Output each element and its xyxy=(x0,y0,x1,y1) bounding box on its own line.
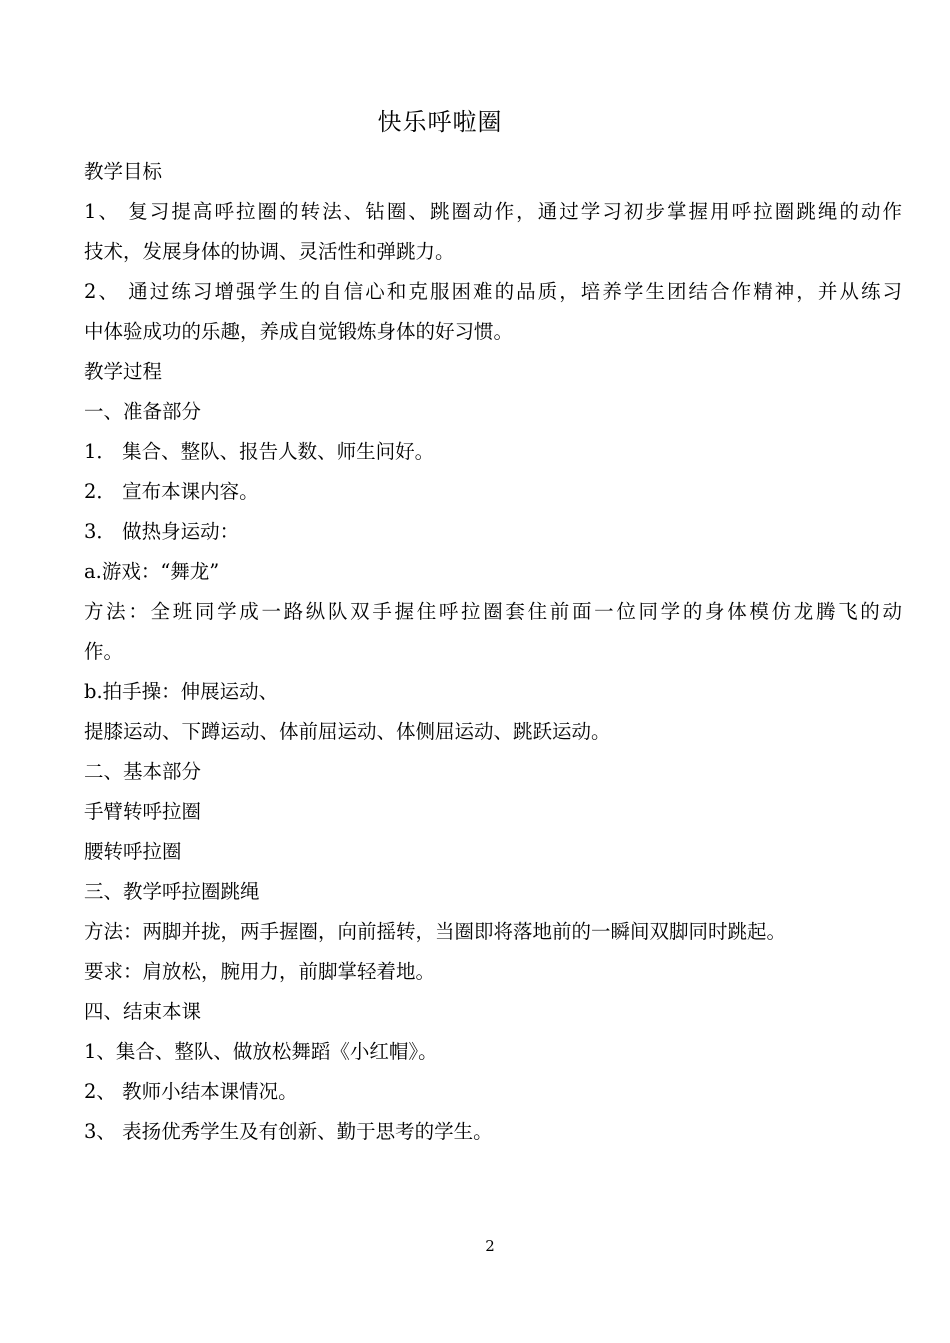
document-title-text: 快乐呼啦圈 xyxy=(377,108,503,136)
document-title xyxy=(0,104,950,140)
basic-item-waist: 腰转呼拉圈 xyxy=(84,840,182,863)
page-number xyxy=(0,1236,950,1256)
goal-1-line-1: 1、 复习提高呼拉圈的转法、钻圈、跳圈动作，通过学习初步掌握用呼拉圈跳绳的动作 xyxy=(84,200,902,223)
closing-item-3: 3、 表扬优秀学生及有创新、勤于思考的学生。 xyxy=(84,1120,493,1143)
prep-item-2: 2． 宣布本课内容。 xyxy=(84,480,259,503)
hoop-rope-method: 方法：两脚并拢，两手握圈，向前摇转，当圈即将落地前的一瞬间双脚同时跳起。 xyxy=(84,920,787,943)
prep-item-1: 1． 集合、整队、报告人数、师生问好。 xyxy=(84,440,435,463)
game-method-line-1: 方法：全班同学成一路纵队双手握住呼拉圈套住前面一位同学的身体模仿龙腾飞的动 xyxy=(84,600,902,623)
basic-item-arm: 手臂转呼拉圈 xyxy=(84,800,202,823)
goal-2-line-1: 2、 通过练习增强学生的自信心和克服困难的品质，培养学生团结合作精神，并从练习 xyxy=(84,280,902,303)
goal-1-line-2: 技术，发展身体的协调、灵活性和弹跳力。 xyxy=(84,240,455,263)
section-hoop-rope: 三、教学呼拉圈跳绳 xyxy=(84,880,260,903)
goal-2-line-2: 中体验成功的乐趣，养成自觉锻炼身体的好习惯。 xyxy=(84,320,514,343)
heading-teaching-process: 教学过程 xyxy=(84,360,163,383)
clapping-exercise: b.拍手操：伸展运动、 xyxy=(84,680,279,703)
hoop-rope-requirement: 要求：肩放松，腕用力，前脚掌轻着地。 xyxy=(84,960,436,983)
game-method-line-2: 作。 xyxy=(84,640,124,663)
page-number-text: 2 xyxy=(485,1237,495,1255)
clapping-exercise-list: 提膝运动、下蹲运动、体前屈运动、体侧屈运动、跳跃运动。 xyxy=(84,720,611,743)
section-preparation: 一、准备部分 xyxy=(84,400,202,423)
section-closing: 四、结束本课 xyxy=(84,1000,202,1023)
heading-teaching-goals: 教学目标 xyxy=(84,160,163,183)
game-dragon-dance: a.游戏：“舞龙” xyxy=(84,560,220,583)
closing-item-2: 2、 教师小结本课情况。 xyxy=(84,1080,298,1103)
closing-item-1: 1、集合、整队、做放松舞蹈《小红帽》。 xyxy=(84,1040,438,1063)
document-body xyxy=(84,152,902,1152)
prep-item-3: 3． 做热身运动： xyxy=(84,520,240,543)
section-basic: 二、基本部分 xyxy=(84,760,202,783)
